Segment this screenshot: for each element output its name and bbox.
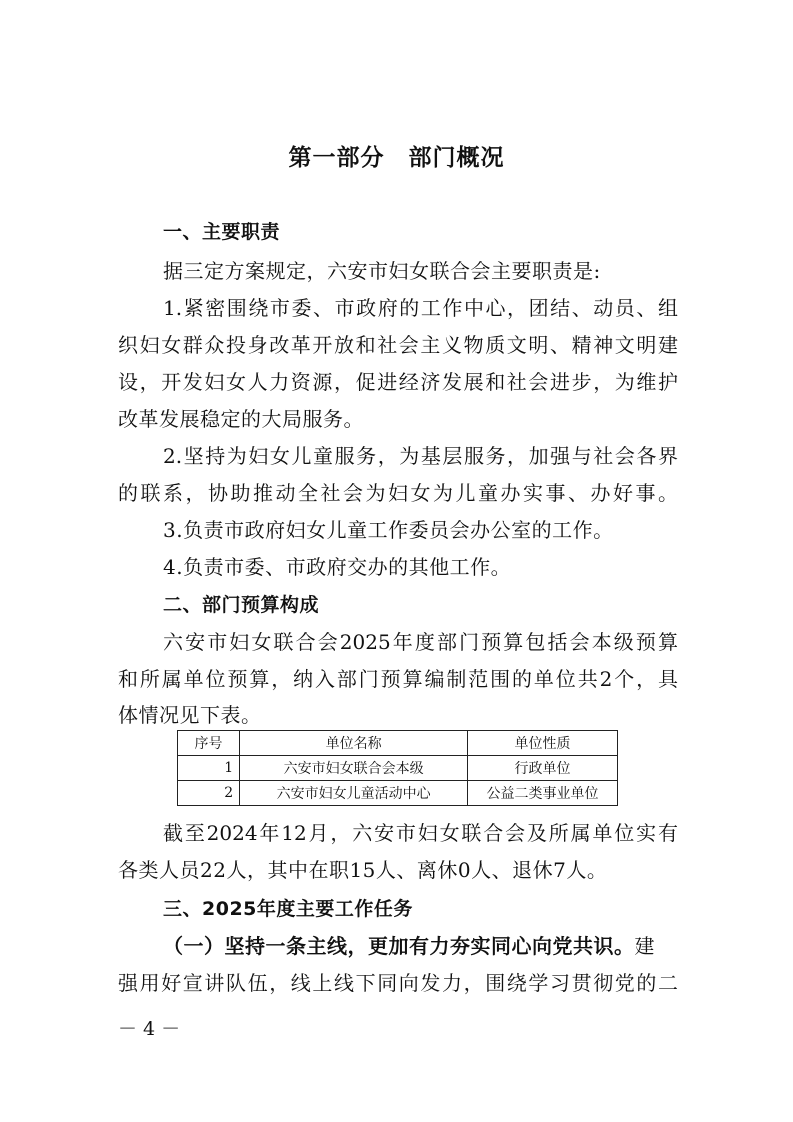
paragraph-text: 建 [634, 934, 655, 958]
paragraph-line: 体情况见下表。 [118, 703, 262, 727]
table-header-cell: 序号 [178, 731, 240, 756]
paragraph-line: 截至2024年12月，六安市妇女联合会及所属单位实有 [163, 821, 678, 845]
table-header-cell: 单位名称 [240, 731, 468, 756]
table-header-row [178, 731, 618, 756]
paragraph-line: 3.负责市政府妇女儿童工作委员会办公室的工作。 [163, 518, 614, 542]
section-heading-duties: 一、主要职责 [163, 221, 281, 243]
section-heading-tasks: 三、2025年度主要工作任务 [163, 898, 413, 920]
table-cell: 六安市妇女儿童活动中心 [240, 781, 468, 806]
paragraph-line: 强用好宣讲队伍，线上线下同向发力，围绕学习贯彻党的二 [118, 971, 678, 995]
paragraph-line: 织妇女群众投身改革开放和社会主义物质文明、精神文明建 [118, 333, 678, 357]
paragraph-line: 据三定方案规定，六安市妇女联合会主要职责是: [163, 259, 601, 283]
paragraph-line: 六安市妇女联合会2025年度部门预算包括会本级预算 [163, 630, 678, 654]
units-table [177, 730, 618, 806]
paragraph-line: 的联系，协助推动全社会为妇女为儿童办实事、办好事。 [118, 481, 678, 505]
table-cell: 行政单位 [468, 756, 618, 781]
paragraph-line: 设，开发妇女人力资源，促进经济发展和社会进步，为维护 [118, 370, 678, 394]
table-row [178, 756, 618, 781]
table-header-cell: 单位性质 [468, 731, 618, 756]
paragraph-line: 改革发展稳定的大局服务。 [118, 407, 364, 431]
paragraph-line: 2.坚持为妇女儿童服务，为基层服务，加强与社会各界 [163, 444, 678, 468]
page-number: － 4 － [118, 1018, 181, 1040]
paragraph-line [163, 931, 678, 961]
section-heading-budget: 二、部门预算构成 [163, 594, 320, 616]
paragraph-line: 各类人员22人，其中在职15人、离休0人、退休7人。 [118, 858, 608, 882]
bold-subheading: （一）坚持一条主线，更加有力夯实同心向党共识。 [163, 934, 635, 958]
table-cell: 公益二类事业单位 [468, 781, 618, 806]
table-cell: 2 [178, 781, 240, 806]
table-cell: 六安市妇女联合会本级 [240, 756, 468, 781]
paragraph-line: 和所属单位预算，纳入部门预算编制范围的单位共2个，具 [118, 667, 678, 691]
page-title: 第一部分 部门概况 [288, 145, 505, 171]
paragraph-line: 4.负责市委、市政府交办的其他工作。 [163, 555, 512, 579]
table-row [178, 781, 618, 806]
table-cell: 1 [178, 756, 240, 781]
paragraph-line: 1.紧密围绕市委、市政府的工作中心，团结、动员、组 [163, 296, 678, 320]
